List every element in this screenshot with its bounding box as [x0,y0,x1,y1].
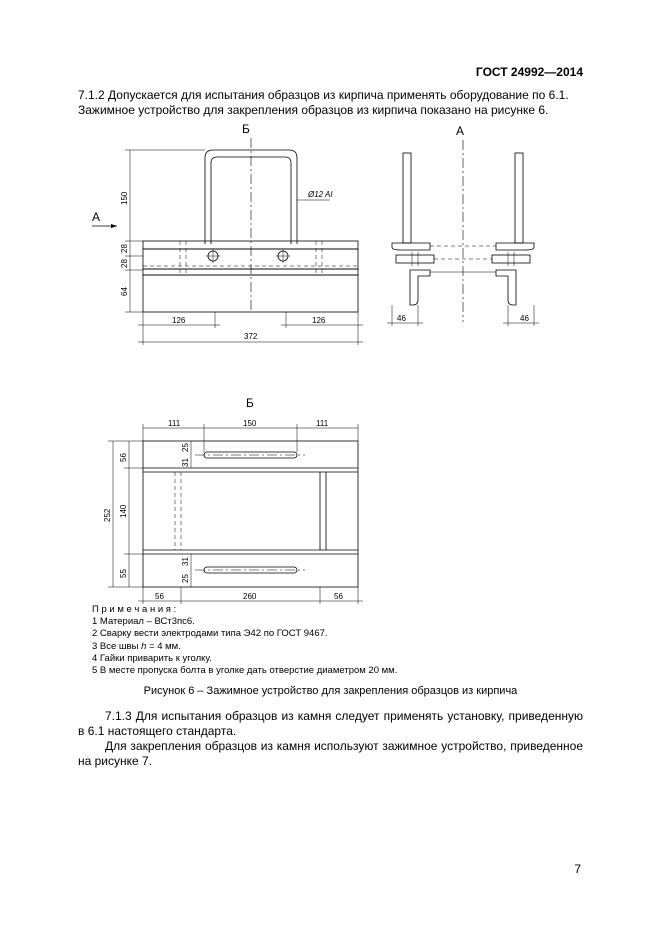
dim-25-bottom: 25 [181,574,190,583]
dim-140: 140 [119,504,128,518]
view-b-title: Б [246,396,254,410]
dim-56-bottom-right: 56 [334,592,343,601]
figure-notes [92,604,397,677]
dim-46-right: 46 [520,314,529,323]
right-bolt [492,255,530,263]
dim-28: 28 [120,259,129,268]
dim-150: 150 [243,419,257,428]
dim-55: 55 [119,569,128,578]
right-lower-angle [496,270,516,305]
dim-260: 260 [243,592,257,601]
dim-372: 372 [244,332,258,341]
plan-view [103,396,363,604]
dim-46-left: 46 [397,314,406,323]
note-item-text: 3 Все швы [92,640,142,652]
paragraph-7-1-2-line-1: 7.1.2 Допускается для испытания образцов из кирпича применять оборудование по 6.1. [78,88,569,102]
dim-31-top: 31 [181,458,190,467]
side-view [92,122,363,345]
dim-25-top: 25 [181,443,190,452]
left-rod [403,153,411,243]
paragraph-7-1-3: 7.1.3 Для испытания образцов из камня следует применять установку, приведенную в 6.1 настоящего стандарта. [78,709,583,738]
note-item [92,641,397,653]
view-b-marker: Б [242,122,250,136]
note-item-text: = 4 мм. [146,640,181,652]
dim-56-bottom-left: 56 [155,592,164,601]
left-bolt [396,255,434,263]
left-top-plate [392,243,430,250]
view-a-marker: А [92,210,101,224]
dim-111-left: 111 [168,419,181,428]
top-plate [143,241,358,249]
note-item: 5 В месте пропуска болта в уголке дать отверстие диаметром 20 мм. [92,665,398,677]
note-item: 1 Материал – ВСт3пс6. [92,616,195,628]
note-item: 2 Сварку вести электродами типа Э42 по ГОСТ 9467. [92,628,328,640]
figure-caption: Рисунок 6 – Зажимное устройство для закрепления образцов из кирпича [143,685,518,697]
bolt-label: Ø12 AI [308,190,333,199]
dim-111-right: 111 [316,419,329,428]
note-item-variable: h [141,640,147,652]
dim-252: 252 [103,508,112,522]
dim-126-right: 126 [312,316,326,325]
paragraph-7-1-2-line-2: Зажимное устройство для закрепления образцов из кирпича показано на рисунке 6. [78,103,549,117]
left-lower-angle [410,270,430,305]
front-view [387,124,539,326]
dim-56-top: 56 [119,453,128,462]
dim-64: 64 [120,287,129,296]
dim-150: 150 [120,191,129,205]
view-a-title: А [456,124,465,138]
note-item: 4 Гайки приварить к уголку. [92,652,212,664]
document-header: ГОСТ 24992—2014 [475,65,583,79]
lower-angle [143,275,358,312]
view-a-arrowhead [111,224,117,228]
dim-28: 28 [120,244,129,253]
dim-31-bottom: 31 [181,557,190,566]
right-top-plate [496,243,534,250]
dim-126-left: 126 [172,316,186,325]
lower-angle-flange [143,269,358,275]
right-rod [515,153,523,243]
notes-title: П р и м е ч а н и я : [92,604,177,615]
paragraph-7-1-3-b: Для закрепления образцов из камня используют зажимное устройство, приведенное на рисунке 7. [78,739,583,768]
page-number: 7 [574,862,581,876]
